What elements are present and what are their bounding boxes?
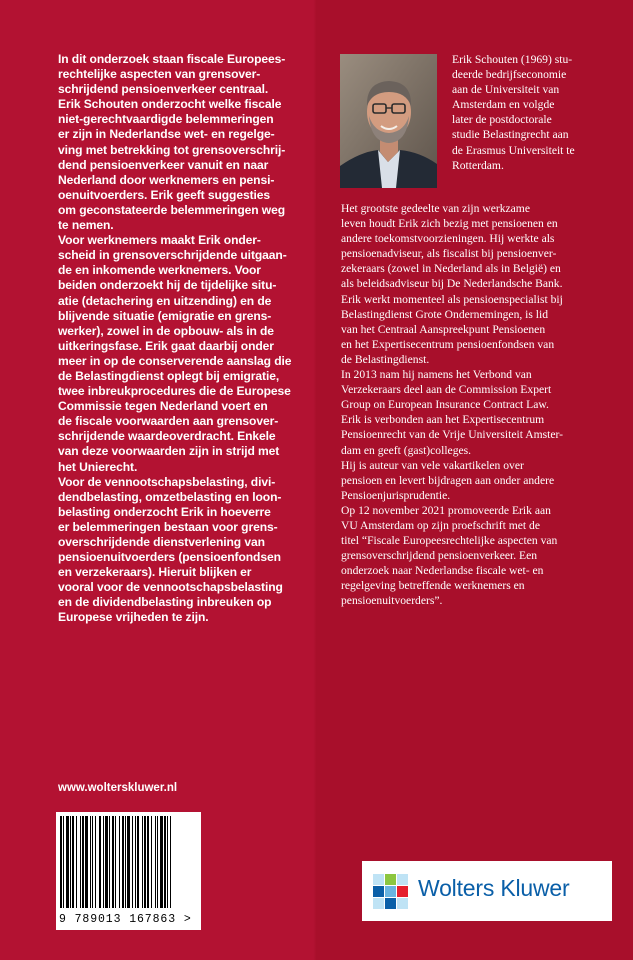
barcode-bars — [56, 812, 201, 912]
summary-text: In dit onderzoek staan fiscale Europees- rechtelijke aspecten van grensover- schrijdend pensioenverkeer centraal. Erik Schouten onderzocht welke fiscale niet-gerechtvaardigde belemmeringen er zijn in Nederlandse wet- en regelge- ving met betrekking tot grensoverschrij- dend pensioenverkeer vanuit en naar Nederland door werknemers en pensi- oenuitvoerders. Erik geeft suggesties om geconstateerde belemmeringen weg te nemen. Voor werknemers maakt Erik onder- scheid in grensoverschrijdende uitgaan- de en inkomende werknemers. Voor beiden onderzoekt hij de tijdelijke situ- atie (detachering en uitzending) en de blijvende situatie (emigratie en grens- werker), zowel in de opbouw- als in de uitkeringsfase. Erik gaat daarbij onder meer in op de conserverende aanslag die de Belastingdienst oplegt bij emigratie, twee inbreukprocedures die de Europese Commissie tegen Nederland voert en de fiscale voorwaarden aan grensover- schrijdende waardeoverdracht. Enkele van deze voorwaarden zijn in strijd met het Unierecht. Voor de vennootschapsbelasting, divi- dendbelasting, omzetbelasting en loon- belasting onderzocht Erik in hoeverre er belemmeringen bestaan voor grens- overschrijdende dienstverlening van pensioenuitvoerders (pensioenfondsen en verzekeraars). Hieruit blijken er vooral voor de vennootschapsbelasting en de dividendbelasting inbreuken op Europese vrijheden te zijn. — [58, 52, 292, 625]
isbn-digits: 9 789013 167863 > — [59, 913, 192, 926]
isbn-barcode — [56, 812, 201, 930]
author-bio-text: Het grootste gedeelte van zijn werkzame leven houdt Erik zich bezig met pensioenen en andere toekomstvoorzieningen. Hij werkte als pensioenadviseur, als fiscalist bij pensioenver- zekeraars (zowel in Nederland als in België) en als beleidsadviseur bij De Nederlandsche Bank. Erik werkt momenteel als pensioenspecialist bij Belastingdienst Grote Ondernemingen, is lid van het Centraal Aanspreekpunt Pensioenen en het Expertisecentrum pensioenfondsen van de Belastingdienst. In 2013 nam hij namens het Verbond van Verzekeraars deel aan de Commission Expert Group on European Insurance Contract Law. Erik is verbonden aan het Expertisecentrum Pensioenrecht van de Vrije Universiteit Amster- dam en geeft (gast)colleges. Hij is auteur van vele vakartikelen over pensioen en levert bijdragen aan onder andere Pensioenjurisprudentie. Op 12 november 2021 promoveerde Erik aan VU Amsterdam op zijn proefschrift met de titel “Fiscale Europeesrechtelijke aspecten van grensoverschrijdend pensioenverkeer. Een onderzoek naar Nederlandse fiscale wet- en regelgeving betreffende werknemers en pensioenuitvoerders”. — [341, 202, 563, 608]
publisher-logo — [362, 861, 612, 921]
wolters-kluwer-mark-icon — [373, 874, 409, 910]
publisher-name: Wolters Kluwer — [418, 875, 570, 901]
author-photo — [340, 54, 437, 188]
author-portrait-image — [340, 54, 437, 188]
website-link[interactable]: www.wolterskluwer.nl — [58, 782, 178, 794]
author-bio-intro: Erik Schouten (1969) stu- deerde bedrijfseconomie aan de Universiteit van Amsterdam en volgde later de postdoctorale studie Belastingrecht aan de Erasmus Universiteit te Rotterdam. — [452, 53, 575, 172]
